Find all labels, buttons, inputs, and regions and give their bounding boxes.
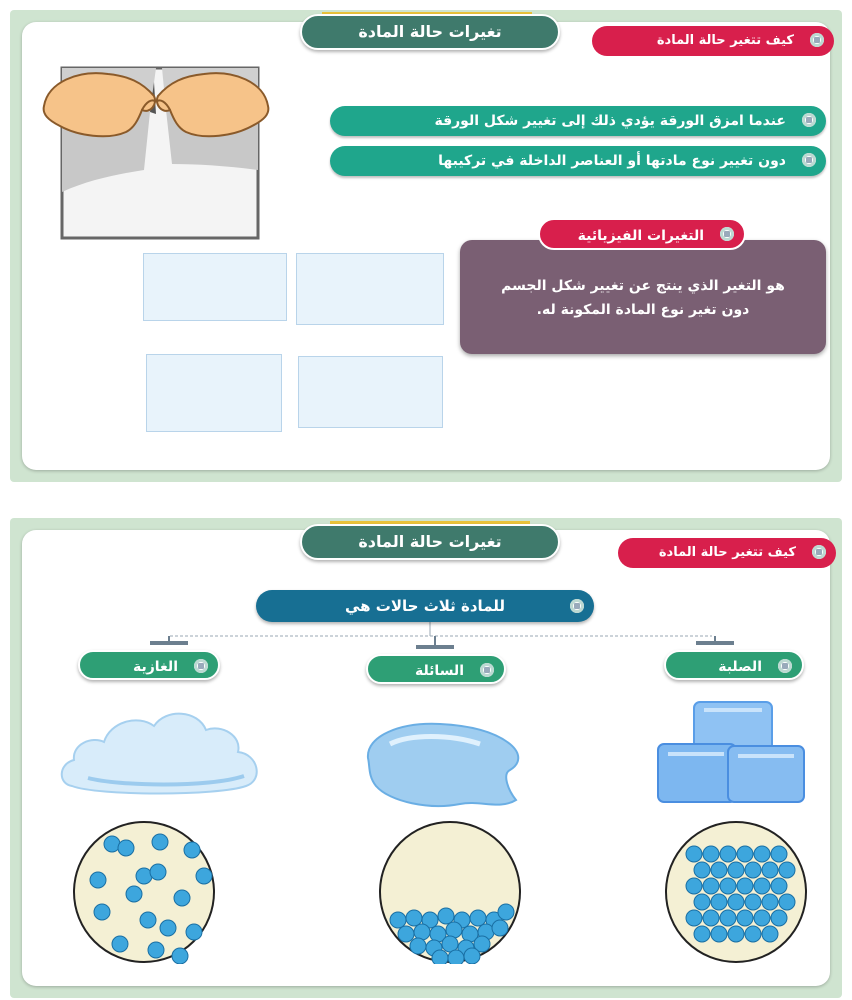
bullet-icon <box>570 599 584 613</box>
state-solid-label: الصلبة <box>718 659 762 675</box>
particle <box>492 920 508 936</box>
slide-2-title: تغيرات حالة المادة <box>300 524 560 560</box>
particle <box>410 938 426 954</box>
section-label-how-matter-changes[interactable] <box>592 26 834 56</box>
particle <box>390 912 406 928</box>
definition-line-1: هو التغير الذي ينتج عن تغيير شكل الجسم <box>501 278 785 294</box>
gas-cloud-icon <box>58 700 268 808</box>
particle <box>720 878 736 894</box>
particle <box>150 864 166 880</box>
particle <box>728 894 744 910</box>
particle <box>140 912 156 928</box>
bullet-icon <box>802 153 816 167</box>
particle <box>703 878 719 894</box>
particle <box>464 948 480 964</box>
particle <box>711 894 727 910</box>
bullet-icon <box>812 545 826 559</box>
particle <box>720 910 736 926</box>
torn-paper-piece <box>296 253 444 325</box>
particle <box>186 924 202 940</box>
point-1 <box>330 106 826 136</box>
point-1-text: عندما امزق الورقة يؤدي ذلك إلى تغيير شكل الورقة <box>434 113 786 129</box>
solid-particles-diagram <box>664 820 808 964</box>
particle <box>448 950 464 964</box>
particle <box>432 950 448 964</box>
particle <box>703 846 719 862</box>
particle <box>398 926 414 942</box>
particle <box>414 924 430 940</box>
state-gas-label: الغازية <box>132 659 178 675</box>
particle <box>118 840 134 856</box>
torn-paper-piece <box>146 354 282 432</box>
bullet-icon <box>810 33 824 47</box>
physical-changes-title[interactable] <box>538 218 746 250</box>
particle <box>779 894 795 910</box>
particle <box>196 868 212 884</box>
section-label-text: كيف تتغير حالة المادة <box>658 545 796 560</box>
particle <box>711 926 727 942</box>
particle <box>745 894 761 910</box>
particle <box>745 926 761 942</box>
particle <box>711 862 727 878</box>
particle <box>160 920 176 936</box>
particle <box>686 878 702 894</box>
states-heading <box>256 590 594 622</box>
particle <box>771 910 787 926</box>
particle <box>498 904 514 920</box>
bullet-icon <box>194 659 208 673</box>
slide-1-title: تغيرات حالة المادة <box>300 14 560 50</box>
section-label-how-matter-changes[interactable] <box>618 538 836 568</box>
point-2-text: دون تغيير نوع مادتها أو العناصر الداخلة في تركيبها <box>438 153 786 169</box>
particle <box>112 936 128 952</box>
torn-paper-piece <box>298 356 443 428</box>
particle <box>686 910 702 926</box>
particle <box>771 878 787 894</box>
particle <box>694 894 710 910</box>
particle <box>762 862 778 878</box>
particle <box>754 846 770 862</box>
water-puddle-icon <box>360 714 528 814</box>
particle <box>745 862 761 878</box>
state-gas[interactable] <box>78 650 220 680</box>
particle <box>136 868 152 884</box>
particle <box>737 846 753 862</box>
bullet-icon <box>802 113 816 127</box>
particle <box>762 894 778 910</box>
particle <box>754 878 770 894</box>
physical-change-definition <box>460 240 826 354</box>
definition-line-2: دون تغير نوع المادة المكونة له. <box>536 302 750 318</box>
particle <box>152 834 168 850</box>
particle <box>90 872 106 888</box>
state-solid[interactable] <box>664 650 804 680</box>
gas-particles-diagram <box>72 820 216 964</box>
particle <box>184 842 200 858</box>
bullet-icon <box>480 663 494 677</box>
particle <box>728 926 744 942</box>
particle <box>720 846 736 862</box>
liquid-particles-diagram <box>378 820 522 964</box>
point-2 <box>330 146 826 176</box>
particle <box>104 836 120 852</box>
particle <box>172 948 188 964</box>
state-liquid[interactable] <box>366 654 506 684</box>
particle <box>148 942 164 958</box>
particle <box>728 862 744 878</box>
particle <box>694 926 710 942</box>
particle <box>126 886 142 902</box>
torn-paper-piece <box>143 253 287 321</box>
particle <box>762 926 778 942</box>
particle <box>470 910 486 926</box>
particle <box>686 846 702 862</box>
bullet-icon <box>778 659 792 673</box>
particle <box>771 846 787 862</box>
particle <box>174 890 190 906</box>
bullet-icon <box>720 227 734 241</box>
particle <box>737 878 753 894</box>
particle <box>94 904 110 920</box>
particle <box>737 910 753 926</box>
ice-cubes-icon <box>654 696 810 808</box>
particle <box>406 910 422 926</box>
particle <box>754 910 770 926</box>
physical-changes-text: التغيرات الفيزيائية <box>577 228 704 244</box>
tearing-paper-illustration <box>38 52 274 244</box>
particle <box>694 862 710 878</box>
particle <box>446 922 462 938</box>
section-label-text: كيف تتغير حالة المادة <box>656 33 794 48</box>
particle <box>779 862 795 878</box>
state-liquid-label: السائلة <box>414 663 464 679</box>
states-heading-text: للمادة ثلاث حالات هي <box>344 597 506 615</box>
particle <box>438 908 454 924</box>
particle <box>703 910 719 926</box>
